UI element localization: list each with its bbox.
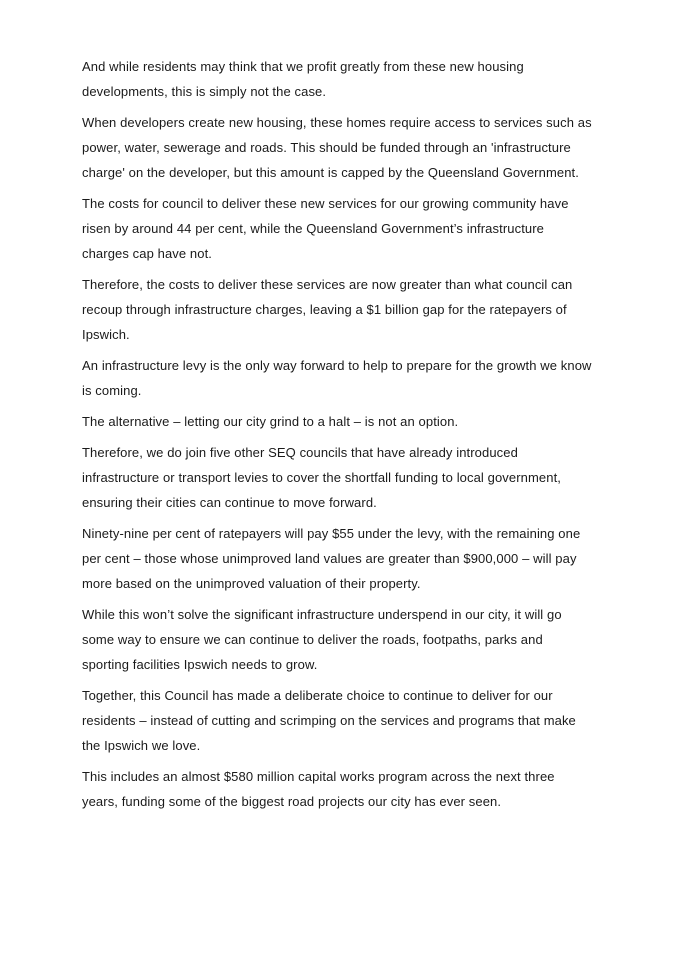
paragraph-deliberate-choice: Together, this Council has made a deliberate choice to continue to deliver for our residents – instead of cutting and scrimping on the services and programs that make the Ipswich we love. <box>82 688 576 753</box>
paragraph-seq-councils: Therefore, we do join five other SEQ councils that have already introduced infrastructure or transport levies to cover the shortfall funding to local government, ensuring their cities can continue to move forward. <box>82 445 561 510</box>
paragraph-underspend: While this won’t solve the significant infrastructure underspend in our city, it will go some way to ensure we can continue to deliver the roads, footpaths, parks and sporting facilities Ipswich needs to grow. <box>82 607 562 672</box>
paragraph-billion-gap: Therefore, the costs to deliver these services are now greater than what council can recoup through infrastructure charges, leaving a $1 billion gap for the ratepayers of Ipswich. <box>82 277 573 342</box>
paragraph-alternative: The alternative – letting our city grind to a halt – is not an option. <box>82 414 459 429</box>
paragraph-levy-way-forward: An infrastructure levy is the only way forward to help to prepare for the growth we know is coming. <box>82 358 592 398</box>
paragraph-developer-charges: When developers create new housing, these homes require access to services such as power, water, sewerage and roads. This should be funded through an 'infrastructure charge' on the developer, but this amount is capped by the Queensland Government. <box>82 115 592 180</box>
paragraph-levy-amounts: Ninety-nine per cent of ratepayers will pay $55 under the levy, with the remaining one per cent – those whose unimproved land values are greater than $900,000 – will pay more based on the unimproved valuation of their property. <box>82 526 581 591</box>
paragraph-capital-works: This includes an almost $580 million capital works program across the next three years, funding some of the biggest road projects our city has ever seen. <box>82 769 555 809</box>
paragraph-costs-risen: The costs for council to deliver these new services for our growing community have risen by around 44 per cent, while the Queensland Government’s infrastructure charges cap have not. <box>82 196 569 261</box>
paragraph-housing-profit: And while residents may think that we profit greatly from these new housing developments, this is simply not the case. <box>82 59 524 99</box>
